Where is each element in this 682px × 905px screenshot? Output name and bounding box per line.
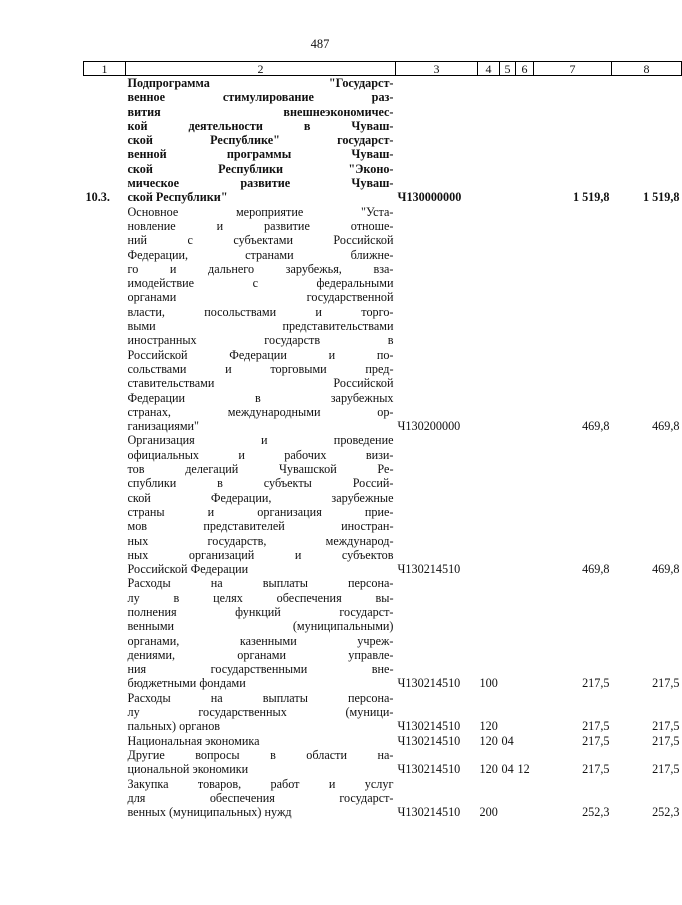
row-number — [84, 734, 126, 748]
row-description — [126, 205, 396, 434]
description-line: для обеспечения государст- — [127, 790, 394, 805]
expense-type-code: 200 — [479, 805, 498, 820]
description-line: ской Федерации, зарубежные — [127, 490, 394, 505]
description-line: имодействие с федеральными — [127, 276, 394, 291]
subsection-code — [516, 205, 534, 434]
row-description — [126, 777, 396, 820]
table-row — [84, 205, 682, 434]
column-header: 8 — [612, 62, 682, 76]
description-line: кой деятельности в Чуваш- — [127, 118, 394, 133]
description-line: странах, международными ор- — [127, 404, 394, 419]
description-line: лу в целях обеспечения вы- — [127, 590, 394, 605]
description-line: Основное мероприятие "Уста- — [127, 204, 394, 219]
row-number — [84, 433, 126, 576]
description-line: ской Республики "Эконо- — [127, 161, 394, 176]
section-code — [500, 576, 516, 690]
description-line: Подпрограмма "Государст- — [127, 76, 394, 90]
table-row — [84, 576, 682, 690]
column-header: 2 — [126, 62, 396, 76]
description-line: пальных) органов — [127, 719, 221, 734]
expense-type-code: 120 — [479, 733, 498, 748]
column-header: 7 — [534, 62, 612, 76]
expense-type-code — [478, 205, 500, 434]
row-description — [126, 433, 396, 576]
description-line: ской Республике" государст- — [127, 133, 394, 148]
column-number-header — [84, 62, 682, 76]
table-row — [84, 76, 682, 205]
row-number — [84, 576, 126, 690]
subsection-code — [516, 691, 534, 734]
description-line: Расходы на выплаты персона- — [127, 690, 394, 705]
row-number — [84, 205, 126, 434]
description-line: спублики в субъекты Россий- — [127, 476, 394, 491]
table-body — [84, 76, 682, 820]
description-line: новление и развитие отноше- — [127, 218, 394, 233]
description-line: иностранных государств в — [127, 333, 394, 348]
description-line: тов делегаций Чувашской Ре- — [127, 462, 394, 477]
subsection-code — [516, 777, 534, 820]
column-header: 6 — [516, 62, 534, 76]
section-code — [500, 433, 516, 576]
target-article-code: Ч130214510 — [397, 805, 461, 820]
amount-col7: 1 519,8 — [572, 190, 610, 205]
section-code — [500, 777, 516, 820]
description-line: Национальная экономика — [127, 733, 260, 748]
section-code: 04 — [501, 733, 514, 748]
subsection-code — [516, 433, 534, 576]
description-line: венной программы Чуваш- — [127, 147, 394, 162]
description-line: Российской Федерации и по- — [127, 347, 394, 362]
amount-col8: 469,8 — [652, 562, 680, 577]
column-header: 5 — [500, 62, 516, 76]
subsection-code — [516, 734, 534, 748]
amount-col7: 252,3 — [582, 805, 610, 820]
description-line: го и дальнего зарубежья, вза- — [127, 261, 394, 276]
expense-type-code — [478, 76, 500, 205]
target-article-code: Ч130214510 — [397, 676, 461, 691]
description-line: Другие вопросы в области на- — [127, 747, 394, 762]
table-row — [84, 748, 682, 777]
description-line: органами, казенными учреж- — [127, 633, 394, 648]
amount-col8: 1 519,8 — [642, 190, 680, 205]
amount-col7: 217,5 — [582, 762, 610, 777]
amount-col8: 217,5 — [652, 676, 680, 691]
description-line: ской Республики" — [127, 190, 228, 205]
description-line: лу государственных (муници- — [127, 705, 394, 720]
description-line: вития внешнеэкономичес- — [127, 104, 394, 119]
column-header: 1 — [84, 62, 126, 76]
target-article-code: Ч130200000 — [397, 419, 461, 434]
description-line: выми представительствами — [127, 319, 394, 334]
row-number — [84, 748, 126, 777]
amount-col7: 217,5 — [582, 676, 610, 691]
amount-col8: 469,8 — [652, 419, 680, 434]
row-number: 10.3. — [85, 190, 110, 205]
expense-type-code: 120 — [479, 762, 498, 777]
row-description — [126, 734, 396, 748]
amount-col7: 469,8 — [582, 419, 610, 434]
section-code — [500, 76, 516, 205]
row-number — [84, 777, 126, 820]
description-line: органами государственной — [127, 290, 394, 305]
table-row — [84, 734, 682, 748]
subsection-code: 12 — [517, 762, 530, 777]
description-line: официальных и рабочих визи- — [127, 447, 394, 462]
description-line: ных государств, международ- — [127, 533, 394, 548]
description-line: ставительствами Российской — [127, 376, 394, 391]
description-line: ных организаций и субъектов — [127, 547, 394, 562]
description-line: мическое развитие Чуваш- — [127, 176, 394, 191]
amount-col7: 217,5 — [582, 719, 610, 734]
description-line: страны и организация прие- — [127, 504, 394, 519]
row-description — [126, 576, 396, 690]
target-article-code: Ч130214510 — [397, 733, 461, 748]
amount-col8: 217,5 — [652, 762, 680, 777]
target-article-code: Ч130214510 — [397, 762, 461, 777]
target-article-code: Ч130214510 — [397, 719, 461, 734]
target-article-code: Ч130000000 — [397, 190, 462, 205]
row-number — [84, 691, 126, 734]
expense-type-code: 100 — [479, 676, 498, 691]
table-row — [84, 433, 682, 576]
subsection-code — [516, 576, 534, 690]
description-line: Российской Федерации — [127, 562, 249, 577]
description-line: бюджетными фондами — [127, 676, 246, 691]
section-code: 04 — [501, 762, 514, 777]
column-header: 3 — [396, 62, 478, 76]
budget-table — [83, 61, 682, 819]
description-line: Федерации, странами ближне- — [127, 247, 394, 262]
row-description — [126, 748, 396, 777]
amount-col8: 217,5 — [652, 719, 680, 734]
expense-type-code — [478, 433, 500, 576]
amount-col7: 217,5 — [582, 733, 610, 748]
description-line: ний с субъектами Российской — [127, 233, 394, 248]
description-line: ния государственными вне- — [127, 662, 394, 677]
amount-col8: 252,3 — [652, 805, 680, 820]
description-line: полнения функций государст- — [127, 604, 394, 619]
amount-col8: 217,5 — [652, 733, 680, 748]
column-header: 4 — [478, 62, 500, 76]
target-article-code: Ч130214510 — [397, 562, 461, 577]
description-line: дениями, органами управле- — [127, 647, 394, 662]
description-line: сольствами и торговыми пред- — [127, 361, 394, 376]
description-line: мов представителей иностран- — [127, 519, 394, 534]
row-description — [126, 76, 396, 205]
description-line: ганизациями" — [127, 419, 200, 434]
description-line: Федерации в зарубежных — [127, 390, 394, 405]
table-row — [84, 777, 682, 820]
description-line: власти, посольствами и торго- — [127, 304, 394, 319]
description-line: Закупка товаров, работ и услуг — [127, 776, 394, 791]
description-line: венными (муниципальными) — [127, 619, 394, 634]
row-description — [126, 691, 396, 734]
section-code — [500, 205, 516, 434]
page-number: 487 — [310, 37, 330, 51]
table-row — [84, 691, 682, 734]
expense-type-code: 120 — [479, 719, 498, 734]
amount-col7: 469,8 — [582, 562, 610, 577]
description-line: Расходы на выплаты персона- — [127, 576, 394, 591]
description-line: циональной экономики — [127, 762, 249, 777]
subsection-code — [516, 76, 534, 205]
description-line: венных (муниципальных) нужд — [127, 805, 292, 820]
section-code — [500, 691, 516, 734]
description-line: венное стимулирование раз- — [127, 90, 394, 105]
description-line: Организация и проведение — [127, 433, 394, 448]
